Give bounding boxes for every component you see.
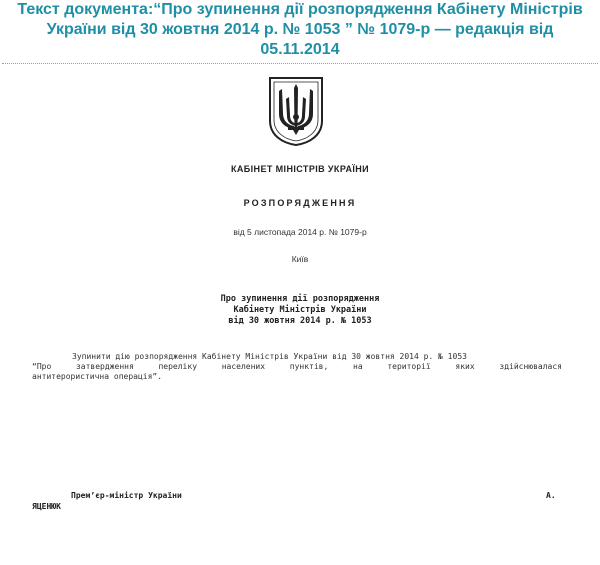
dotted-divider [2, 63, 598, 64]
page-title-line-1: Текст документа:“Про зупинення дії розпорядження Кабінету Міністрів [17, 1, 583, 18]
signature-initial: А. [546, 491, 556, 500]
page-title-line-2: України від 30 жовтня 2014 р. № 1053 ” № 1079-р — редакція від [46, 21, 554, 38]
body-line-2: “Про затвердження переліку населених пунктів, на території яких здійснювалася [32, 362, 562, 371]
trident-emblem-icon [266, 75, 326, 147]
page-title-line-3: 05.11.2014 [260, 41, 340, 58]
document-body [32, 352, 562, 382]
body-line-3: антитерористична операція”. [32, 372, 163, 381]
document-type: РОЗПОРЯДЖЕННЯ [243, 198, 357, 208]
document-subject [0, 294, 600, 327]
body-line-1: Зупинити дію розпорядження Кабінету Міністрів України від 30 жовтня 2014 р. № 1053 [72, 352, 467, 361]
subject-line-1: Про зупинення дії розпорядження [220, 294, 380, 304]
page-title [0, 0, 600, 60]
document-city: Київ [291, 254, 309, 264]
signature-surname: ЯЦЕНЮК [32, 502, 61, 511]
document-date-number: від 5 листопада 2014 р. № 1079-р [233, 227, 367, 237]
organization-name: КАБІНЕТ МІНІСТРІВ УКРАЇНИ [231, 164, 369, 174]
subject-line-3: від 30 жовтня 2014 р. № 1053 [228, 316, 372, 326]
signature-title: Прем’єр-міністр України [71, 491, 182, 500]
subject-line-2: Кабінету Міністрів України [233, 305, 367, 315]
